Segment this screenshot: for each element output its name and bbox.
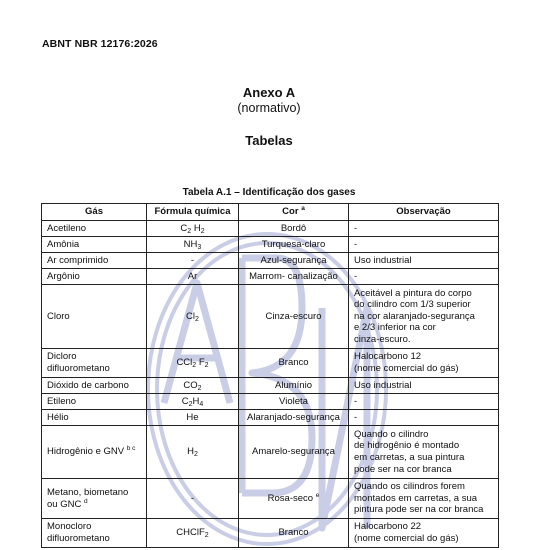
cell-observation [349, 285, 499, 349]
cell-observation [349, 378, 499, 394]
gas-name: Dicloro difluorometano [47, 351, 110, 374]
observation-text: - [354, 395, 358, 407]
formula-subscript: 2 [188, 400, 193, 408]
standard-code: ABNT NBR 12176:2026 [42, 38, 158, 50]
color-name: Amarelo-segurança [252, 446, 335, 458]
cell-formula [147, 269, 239, 285]
formula-text: C [181, 395, 189, 407]
formula-subscript: 4 [199, 400, 204, 408]
gas-name: Amônia [47, 238, 80, 250]
formula-text: F [196, 357, 205, 369]
formula-subscript: 2 [195, 315, 199, 323]
table-row [42, 285, 499, 349]
cell-formula [147, 349, 239, 378]
table-row [42, 269, 499, 285]
color-name: Alaranjado-segurança [247, 411, 340, 423]
gas-name: Cloro [47, 310, 70, 322]
color-name: Violeta [279, 395, 308, 407]
header-gas: Gás [42, 204, 147, 221]
cell-observation [349, 237, 499, 253]
cell-formula [147, 410, 239, 426]
cell-gas [42, 426, 147, 479]
cell-observation [349, 253, 499, 269]
formula-subscript: 2 [204, 532, 209, 540]
observation-text: Uso industrial [354, 254, 412, 266]
formula-text: H [191, 222, 201, 234]
cell-observation [349, 269, 499, 285]
gas-footnote-ref: b c [126, 445, 136, 453]
cell-observation [349, 426, 499, 479]
cell-formula [147, 285, 239, 349]
observation-text: Halocarbono 22 (nome comercial do gás) [354, 521, 459, 544]
cell-formula [147, 221, 239, 237]
header-color-note: a [301, 205, 305, 213]
formula-subscript: 2 [193, 451, 198, 459]
cell-color [239, 410, 349, 426]
cell-color [239, 378, 349, 394]
cell-gas [42, 253, 147, 269]
cell-gas [42, 378, 147, 394]
annex-title: Anexo A [242, 85, 296, 100]
observation-text: Aceitável a pintura do corpo do cilindro com 1/3 superior na cor alaranjado-segurança e 2/3 inferior na cor cinza-escuro. [354, 287, 475, 345]
formula-text: CO [183, 379, 198, 391]
cell-gas [42, 237, 147, 253]
gas-name: Argônio [47, 270, 80, 282]
cell-gas [42, 221, 147, 237]
gas-name: Hélio [47, 411, 69, 423]
formula-text: - [190, 492, 195, 504]
cell-gas [42, 349, 147, 378]
cell-formula [147, 378, 239, 394]
formula-subscript: 2 [200, 227, 205, 235]
cell-color [239, 426, 349, 479]
observation-text: Halocarbono 12 (nome comercial do gás) [354, 351, 459, 374]
color-name: Alumínio [275, 379, 312, 391]
table-row [42, 426, 499, 479]
formula-subscript: 3 [197, 243, 202, 251]
gas-name: Ar comprimido [47, 254, 109, 266]
cell-gas [42, 285, 147, 349]
table-row [42, 253, 499, 269]
formula-text: He [186, 411, 199, 423]
table-row [42, 410, 499, 426]
formula-subscript: 2 [197, 384, 202, 392]
cell-observation [349, 349, 499, 378]
color-name: Rosa-seco [267, 492, 314, 504]
formula-text: Cl [186, 310, 196, 322]
cell-formula [147, 426, 239, 479]
observation-text: Quando os cilindros forem montados em carretas, a sua pintura pode ser na cor branca [354, 481, 484, 516]
cell-color [239, 394, 349, 410]
color-name: Turquesa-claro [261, 238, 326, 250]
gas-footnote-ref: d [83, 497, 88, 505]
cell-formula [147, 394, 239, 410]
cell-color [239, 479, 349, 519]
cell-color [239, 221, 349, 237]
gas-name: Dióxido de carbono [47, 379, 129, 391]
formula-text: CHClF [176, 527, 205, 539]
color-name: Branco [278, 527, 309, 539]
cell-gas [42, 269, 147, 285]
table-caption: Tabela A.1 – Identificação dos gases [182, 187, 356, 198]
formula-text: H [187, 446, 194, 458]
header-observation: Observação [349, 204, 499, 221]
observation-text: - [354, 222, 358, 234]
cell-color [239, 349, 349, 378]
formula-text: NH [183, 238, 198, 250]
formula-text: H [192, 395, 200, 407]
cell-gas [42, 519, 147, 548]
header-color [239, 204, 349, 221]
gas-identification-table [41, 203, 499, 548]
formula-subscript: 2 [187, 227, 192, 235]
cell-color [239, 285, 349, 349]
cell-observation [349, 519, 499, 548]
cell-observation [349, 221, 499, 237]
cell-color [239, 253, 349, 269]
header-color-label: Cor [282, 206, 299, 218]
cell-formula [147, 253, 239, 269]
cell-gas [42, 394, 147, 410]
table-header-row [42, 204, 499, 221]
cell-observation [349, 479, 499, 519]
observation-text: Uso industrial [354, 379, 412, 391]
section-title: Tabelas [245, 133, 293, 148]
gas-name: Monocloro difluorometano [47, 521, 110, 544]
color-footnote-ref: e [315, 491, 320, 499]
annex-subtitle: (normativo) [237, 101, 301, 115]
table-row [42, 394, 499, 410]
cell-observation [349, 394, 499, 410]
cell-formula [147, 237, 239, 253]
cell-formula [147, 519, 239, 548]
formula-text: CCl [176, 357, 193, 369]
table-row [42, 378, 499, 394]
formula-subscript: 2 [192, 362, 197, 370]
color-name: Cinza-escuro [265, 310, 322, 322]
observation-text: Quando o cilindro de hidrogênio é montado em carretas, a sua pintura pode ser na cor branca [354, 428, 465, 475]
cell-gas [42, 479, 147, 519]
header-formula: Fórmula química [147, 204, 239, 221]
gas-name: Etileno [47, 395, 77, 407]
color-name: Branco [278, 357, 309, 369]
formula-text: - [190, 254, 195, 266]
formula-text: Ar [187, 270, 198, 282]
gas-name: Acetileno [47, 222, 87, 234]
color-name: Bordô [280, 222, 307, 234]
table-row [42, 479, 499, 519]
cell-gas [42, 410, 147, 426]
cell-formula [147, 479, 239, 519]
table-row [42, 237, 499, 253]
observation-text: - [354, 270, 358, 282]
color-name: Azul-segurança [260, 254, 327, 266]
formula-text: C [180, 222, 188, 234]
formula-subscript: 2 [204, 362, 209, 370]
cell-observation [349, 410, 499, 426]
table-row [42, 349, 499, 378]
gas-name: Hidrogênio e GNV [47, 446, 125, 458]
observation-text: - [354, 238, 358, 250]
cell-color [239, 269, 349, 285]
table-row [42, 519, 499, 548]
cell-color [239, 237, 349, 253]
cell-color [239, 519, 349, 548]
gas-name: Metano, biometano ou GNC [47, 486, 129, 510]
table-row [42, 221, 499, 237]
color-name: Marrom- canalização [249, 270, 338, 282]
observation-text: - [354, 411, 358, 423]
